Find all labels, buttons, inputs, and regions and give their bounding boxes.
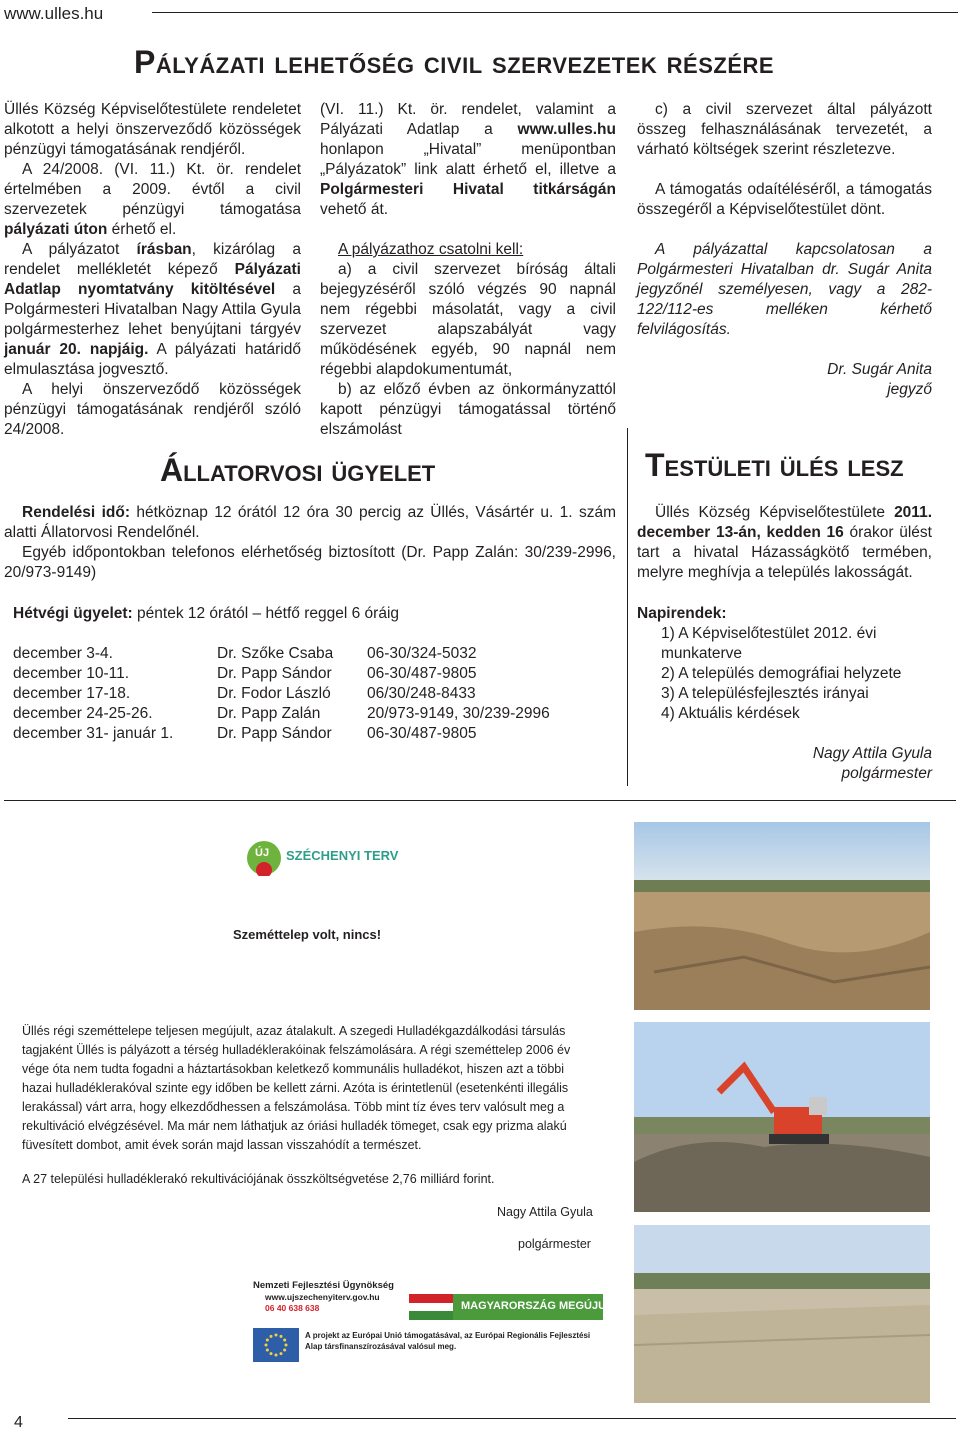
- agenda-item: 1) A Képviselőtestület 2012. évi munkaterve: [661, 625, 877, 662]
- schedule-row: [13, 724, 607, 744]
- schedule-doctor: Dr. Papp Sándor: [217, 665, 332, 682]
- eu-flag-icon: [253, 1328, 299, 1362]
- attach-a: a) a civil szervezet bíróság általi bejegyzéséről szóló végzés 90 napnál nem régebbi másolatát, vagy a civil szervezet alapszabályát vagy működésének egyéb, 90 napnál nem régebbi alapdokumentumát,: [320, 261, 616, 378]
- schedule-date: december 3-4.: [13, 645, 113, 662]
- vet-weekend: Hétvégi ügyelet: péntek 12 órától – hétfő reggel 6 óráig: [13, 605, 400, 622]
- dump-sig-title: polgármester: [518, 1237, 591, 1251]
- schedule-row: [13, 664, 607, 684]
- article-col-1: [4, 100, 301, 440]
- schedule-doctor: Dr. Szőke Csaba: [217, 645, 334, 662]
- col3-sig-name: Dr. Sugár Anita: [827, 361, 932, 378]
- col1-p4: A helyi önszerveződő közösségek pénzügyi támogatásának rendjéről szóló 24/2008.: [4, 381, 301, 438]
- footer-rule: [68, 1418, 956, 1419]
- schedule-date: december 10-11.: [13, 665, 130, 682]
- dump-caption: Szeméttelep volt, nincs!: [233, 927, 382, 942]
- landfill-photo-excavator: [634, 1022, 930, 1212]
- article-title: Pályázati lehetőség civil szervezetek részére: [134, 44, 775, 80]
- attach-c: c) a civil szervezet által pályázott összeg felhasználásának tervezetét, a várható költségek szerint részletezve.: [637, 101, 932, 158]
- dump-sig-name: Nagy Attila Gyula: [497, 1205, 593, 1219]
- schedule-date: december 24-25-26.: [13, 705, 153, 722]
- schedule-phone: 06/30/248-8433: [367, 685, 476, 702]
- header-rule: [152, 12, 958, 13]
- council-intro: Üllés Község Képviselőtestülete 2011. december 13-án, kedden 16 órakor ülést tart a hivatal Házasságkötő termében, melyre meghívja a település lakosságát.: [637, 504, 932, 581]
- vet-other: Egyéb időpontokban telefonos elérhetőség biztosított (Dr. Papp Zalán: 30/239-2996, 20/973-9149): [4, 544, 616, 581]
- col1-p1: Üllés Község Képviselőtestülete rendeletet alkotott a helyi önszerveződő közösségek pénzügyi támogatásának rendjéről.: [4, 101, 301, 158]
- schedule-phone: 06-30/487-9805: [367, 725, 477, 742]
- landfill-photo-bottom: [634, 1225, 930, 1403]
- column-divider: [627, 428, 628, 786]
- col1-p3: A pályázatot írásban, kizárólag a rendelet mellékletét képező Pályázati Adatlap nyomtatvány kitöltésével a Polgármesteri Hivatalban Nagy Attila Gyula polgármesterhez lehet benyújtani tárgyév január 20. napjáig. A pályázati határidő elmulasztása jogvesztő.: [4, 241, 301, 378]
- vet-title: Állatorvosi ügyelet: [160, 452, 436, 488]
- vet-schedule-table: [13, 644, 607, 744]
- section-rule: [4, 800, 956, 801]
- schedule-phone: 06-30/324-5032: [367, 645, 477, 662]
- agenda-item: 3) A településfejlesztés irányai: [661, 685, 869, 702]
- agenda-item: 2) A település demográfiai helyzete: [661, 665, 902, 682]
- schedule-row: [13, 684, 607, 704]
- dump-cost: A 27 települési hulladéklerakó rekultivációjának összköltségvetése 2,76 milliárd forint.: [22, 1172, 495, 1186]
- page-number: 4: [14, 1414, 23, 1431]
- szechenyi-logo: ÚJ SZÉCHENYI TERV: [246, 838, 376, 878]
- vet-hours: Rendelési idő: hétköznap 12 órától 12 óra 30 percig az Üllés, Vásártér u. 1. szám alatti Állatorvosi Rendelőnél. Egyéb időpontokban telefonos elérhetőség biztosított (Dr. Papp Zalán: 30/239-2996, 20/973-9149): [4, 504, 617, 581]
- site-url: www.ulles.hu: [4, 4, 104, 23]
- schedule-phone: 20/973-9149, 30/239-2996: [367, 705, 550, 722]
- hungarian-flag-icon: [409, 1294, 453, 1320]
- schedule-row: [13, 644, 607, 664]
- agenda-item: 4) Aktuális kérdések: [661, 705, 800, 722]
- landfill-photo-top: [634, 822, 930, 1010]
- schedule-doctor: Dr. Papp Sándor: [217, 725, 332, 742]
- schedule-doctor: Dr. Fodor László: [217, 685, 331, 702]
- col3-p3: A pályázattal kapcsolatosan a Polgármesteri Hivatalban dr. Sugár Anita jegyzőnél személyesen, vagy a 282-122/112-es melléken kérhető felvilágosítás.: [637, 241, 932, 338]
- col3-sig-title: jegyző: [887, 381, 932, 398]
- article-col-2: [320, 100, 616, 440]
- schedule-date: december 17-18.: [13, 685, 131, 702]
- schedule-date: december 31- január 1.: [13, 725, 174, 742]
- schedule-phone: 06-30/487-9805: [367, 665, 477, 682]
- dump-body: Üllés régi szeméttelepe teljesen megújult, azaz átalakult. A szegedi Hulladékgazdálkodási társulás tagjaként Üllés is pályázott a térség hulladéklerakóinak felszámolására. A régi szeméttelep 2006 év vége óta nem tudta fogadni a háztartásokban keletkező kommunális hulladékot, hiszen azt a többi hazai hulladéklerakóval szinte egy időben be kellett zárni. Azóta is érintetlenül (esetenkénti illegális lerakással) várt arra, hogy elkezdődhessen a felszámolása. Több mint tíz éves terv valósult meg a rekultiváció elvégzésével. Ma már nem láthatjuk az óriási hulladék tömeget, csak egy prizma alakú füvesített dombot, amit évek során majd lassan visszahódít a természet.: [22, 1024, 571, 1152]
- council-sig-title: polgármester: [841, 765, 932, 782]
- nfu-logo-block: Nemzeti Fejlesztési Ügynökség www.ujszechenyiterv.gov.hu 06 40 638 638 MAGYARORSZÁG MEGÚJUL A projekt az Európai Unió támogatásával, az Európai Regionális Fejlesztési Alap társfinanszírozásával valósul meg.: [253, 1280, 613, 1370]
- council-title: Testületi ülés lesz: [645, 447, 904, 483]
- schedule-row: [13, 704, 607, 724]
- article-col-3: [637, 100, 932, 400]
- attach-heading: A pályázathoz csatolni kell:: [338, 241, 524, 258]
- attach-b: b) az előző évben az önkormányzattól kapott pénzügyi támogatással történő elszámolást: [320, 381, 616, 438]
- council-agenda: Napirendek: 1) A Képviselőtestület 2012. évi munkaterve 2) A település demográfiai helyzete 3) A településfejlesztés irányai 4) Aktuális kérdések Nagy Attila Gyula polgármester: [637, 605, 932, 782]
- council-sig-name: Nagy Attila Gyula: [812, 745, 932, 762]
- schedule-doctor: Dr. Papp Zalán: [217, 705, 321, 722]
- col1-p2: A 24/2008. (VI. 11.) Kt. ör. rendelet értelmében a 2009. évtől a civil szervezetek pénzügyi támogatása pályázati úton érhető el.: [4, 161, 301, 238]
- col2-p1: (VI. 11.) Kt. ör. rendelet, valamint a Pályázati Adatlap a www.ulles.hu honlapon „Hivatal” menüpontban „Pályázatok” link alatt érhető el, illetve a Polgármesteri Hivatal titkárságán vehető át.: [320, 101, 616, 218]
- col3-p2: A támogatás odaítéléséről, a támogatás összegéről a Képviselőtestület dönt.: [637, 181, 932, 218]
